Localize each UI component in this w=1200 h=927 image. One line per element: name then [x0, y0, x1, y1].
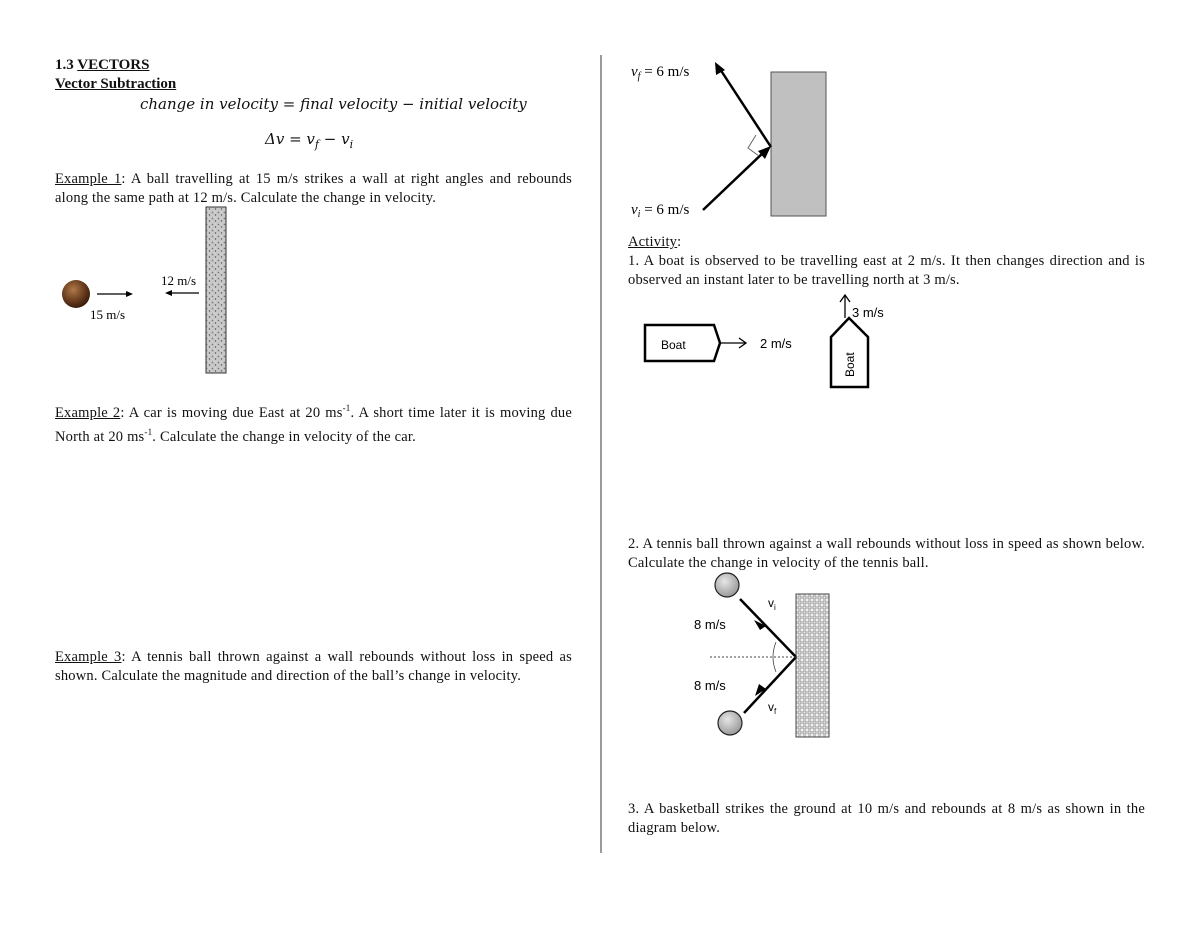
example-1-text: Example 1: A ball travelling at 15 m/s strikes a wall at right angles and rebounds along the same path at 12 m/s. Calculate the change in velocity.	[55, 171, 572, 206]
delta-v-formula: $\Delta v = v_f - v_i$	[265, 130, 354, 151]
north-speed-label: 3 m/s	[852, 305, 884, 320]
ball-rebound	[718, 711, 742, 735]
wall	[796, 594, 829, 737]
example-3-text: Example 3: A tennis ball thrown against a wall rebounds without loss in speed as shown. Calculate the magnitude and direction of the ball’s change in velocity.	[55, 649, 572, 684]
wall	[206, 207, 226, 373]
ball-incoming	[715, 573, 739, 597]
vf-label: $v_f$	[768, 700, 777, 716]
section-heading	[55, 57, 149, 74]
column-divider	[600, 55, 602, 853]
wall	[771, 72, 826, 216]
rebound-angle-figure	[625, 58, 835, 223]
activity-question-2: 2. A tennis ball thrown against a wall rebounds without loss in speed as shown below. Calculate the change in velocity of the tennis ball.	[628, 536, 1145, 571]
example-1-figure	[55, 205, 235, 377]
example-2-text: Example 2: A car is moving due East at 20 $ms^{-1}$. A short time later it is moving due North at 20 $ms^{-1}$. Calculate the change in velocity of the car.	[55, 403, 572, 445]
incoming-speed-label: 8 m/s	[694, 617, 726, 632]
ball	[62, 280, 90, 308]
rebound-speed-label: 8 m/s	[694, 678, 726, 693]
activity-question-3: 3. A basketball strikes the ground at 10 m/s and rebounds at 8 m/s as shown in the diagram below.	[628, 801, 1145, 836]
boat-north-label: Boat	[843, 352, 857, 377]
boat-figure	[640, 293, 900, 393]
incoming-speed-label: 15 m/s	[90, 307, 126, 322]
final-velocity-label: $v_f = 6$ m/s	[631, 64, 690, 82]
initial-velocity-label: $v_i = 6$ m/s	[631, 202, 690, 220]
section-number: 1.3	[55, 57, 74, 73]
activity-heading: Activity:	[628, 234, 682, 250]
east-speed-label: 2 m/s	[760, 336, 792, 351]
vi-label: $v_i$	[768, 596, 776, 612]
boat-east-label: Boat	[661, 338, 686, 352]
rebound-speed-label: 12 m/s	[161, 273, 197, 288]
tennis-ball-figure	[690, 568, 840, 743]
subtitle: Vector Subtraction	[55, 76, 177, 92]
activity-question-1: 1. A boat is observed to be travelling east at 2 m/s. It then changes direction and is observed an instant later to be travelling north at 3 m/s.	[628, 253, 1145, 288]
section-title: VECTORS	[77, 57, 150, 73]
word-formula: change in velocity = final velocity − initial velocity	[140, 95, 527, 113]
